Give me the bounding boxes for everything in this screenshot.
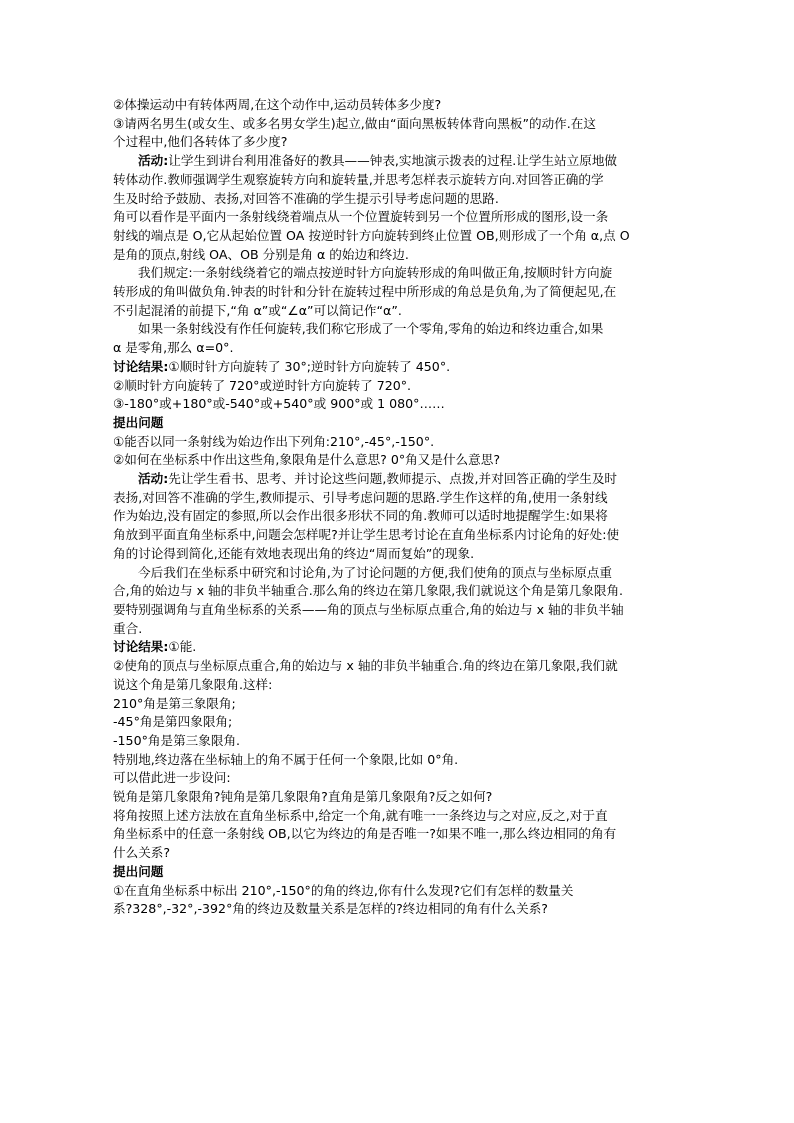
paragraph-line: 生及时给予鼓励、表扬,对回答不准确的学生提示引导考虑问题的思路. bbox=[113, 190, 499, 206]
paragraph-line: 如果一条射线没有作任何旋转,我们称它形成了一个零角,零角的始边和终边重合,如果 bbox=[138, 321, 604, 337]
paragraph-line: ②如何在坐标系中作出这些角,象限角是什么意思? 0°角又是什么意思? bbox=[113, 452, 501, 468]
paragraph-line: ①能否以同一条射线为始边作出下列角:210°,-45°,-150°. bbox=[113, 433, 435, 449]
paragraph-line: 不引起混淆的前提下,“角 α”或“∠α”可以简记作“α”. bbox=[113, 302, 402, 318]
section-heading: 提出问题 bbox=[113, 863, 164, 879]
paragraph-line: ③请两名男生(或女生、或多名男女学生)起立,做由“面向黑板转体背向黑板”的动作.在这 bbox=[113, 115, 596, 131]
paragraph-line: 可以借此进一步设问: bbox=[113, 770, 231, 786]
result-text: ①能. bbox=[168, 639, 197, 655]
paragraph-line: 今后我们在坐标系中研究和讨论角,为了讨论问题的方便,我们使角的顶点与坐标原点重 bbox=[138, 564, 612, 580]
activity-label: 活动: bbox=[138, 153, 169, 169]
paragraph-line: ②使角的顶点与坐标原点重合,角的始边与 x 轴的非负半轴重合.角的终边在第几象限,我们就 bbox=[113, 658, 618, 674]
paragraph-line: 什么关系? bbox=[113, 845, 171, 861]
paragraph-line: 系?328°,-32°,-392°角的终边及数量关系是怎样的?终边相同的角有什么关系? bbox=[113, 901, 548, 917]
paragraph-line: ①在直角坐标系中标出 210°,-150°的角的终边,你有什么发现?它们有怎样的数量关 bbox=[113, 882, 574, 898]
document-page bbox=[113, 96, 683, 919]
paragraph-line: 转形成的角叫做负角.钟表的时针和分针在旋转过程中所形成的角总是负角,为了简便起见,在 bbox=[113, 284, 617, 300]
paragraph-line: 表扬,对回答不准确的学生,教师提示、引导考虑问题的思路.学生作这样的角,使用一条射线 bbox=[113, 489, 608, 505]
result-text: ①顺时针方向旋转了 30°;逆时针方向旋转了 450°. bbox=[168, 358, 451, 374]
paragraph-line: 特别地,终边落在坐标轴上的角不属于任何一个象限,比如 0°角. bbox=[113, 751, 459, 767]
paragraph-line: 是角的顶点,射线 OA、OB 分别是角 α 的始边和终边. bbox=[113, 246, 409, 262]
paragraph-line: 角放到平面直角坐标系中,问题会怎样呢?并让学生思考讨论在直角坐标系内讨论角的好处:使 bbox=[113, 527, 620, 543]
activity-label: 活动: bbox=[138, 471, 169, 487]
activity-text: 先让学生看书、思考、并讨论这些问题,教师提示、点拨,并对回答正确的学生及时 bbox=[168, 471, 618, 487]
paragraph-line: 要特别强调角与直角坐标系的关系——角的顶点与坐标原点重合,角的始边与 x 轴的非负半轴 bbox=[113, 601, 624, 617]
paragraph-line: 将角按照上述方法放在直角坐标系中,给定一个角,就有唯一一条终边与之对应,反之,对于直 bbox=[113, 807, 608, 823]
paragraph-line: 210°角是第三象限角; bbox=[113, 695, 236, 711]
paragraph-line: 角的讨论得到简化,还能有效地表现出角的终边“周而复始”的现象. bbox=[113, 545, 475, 561]
paragraph-line: 说这个角是第几象限角.这样: bbox=[113, 676, 273, 692]
paragraph-line: -150°角是第三象限角. bbox=[113, 732, 241, 748]
result-paragraph bbox=[113, 638, 683, 657]
result-paragraph bbox=[113, 358, 683, 377]
paragraph-line: 角可以看作是平面内一条射线绕着端点从一个位置旋转到另一个位置所形成的图形,设一条 bbox=[113, 209, 609, 225]
activity-paragraph bbox=[113, 470, 683, 489]
paragraph-line: 合,角的始边与 x 轴的非负半轴重合.那么角的终边在第几象限,我们就说这个角是第几象限角. bbox=[113, 583, 624, 599]
paragraph-line: ③-180°或+180°或-540°或+540°或 900°或 1 080°…… bbox=[113, 396, 445, 412]
paragraph-line: ②顺时针方向旋转了 720°或逆时针方向旋转了 720°. bbox=[113, 377, 412, 393]
paragraph-line: 重合. bbox=[113, 620, 143, 636]
paragraph-line: 我们规定:一条射线绕着它的端点按逆时针方向旋转形成的角叫做正角,按顺时针方向旋 bbox=[138, 265, 613, 281]
paragraph-line: -45°角是第四象限角; bbox=[113, 714, 233, 730]
activity-text: 让学生到讲台利用准备好的教具——钟表,实地演示拨表的过程.让学生站立原地做 bbox=[168, 153, 618, 169]
paragraph-line: ②体操运动中有转体两周,在这个动作中,运动员转体多少度? bbox=[113, 97, 442, 112]
section-heading: 提出问题 bbox=[113, 414, 164, 430]
paragraph-line: 锐角是第几象限角?钝角是第几象限角?直角是第几象限角?反之如何? bbox=[113, 789, 493, 805]
result-label: 讨论结果: bbox=[113, 358, 169, 374]
paragraph-line: 射线的端点是 O,它从起始位置 OA 按逆时针方向旋转到终止位置 OB,则形成了一个角 α,点 O bbox=[113, 227, 630, 243]
paragraph-line: 作为始边,没有固定的参照,所以会作出很多形状不同的角.教师可以适时地提醒学生:如果将 bbox=[113, 508, 608, 524]
paragraph-line: 个过程中,他们各转体了多少度? bbox=[113, 134, 288, 150]
activity-paragraph bbox=[113, 152, 683, 171]
paragraph-line: 转体动作.教师强调学生观察旋转方向和旋转量,并思考怎样表示旋转方向.对回答正确的学 bbox=[113, 171, 604, 187]
result-label: 讨论结果: bbox=[113, 639, 169, 655]
paragraph-line: α 是零角,那么 α=0°. bbox=[113, 340, 234, 356]
paragraph-line: 角坐标系中的任意一条射线 OB,以它为终边的角是否唯一?如果不唯一,那么终边相同的角有 bbox=[113, 826, 617, 842]
